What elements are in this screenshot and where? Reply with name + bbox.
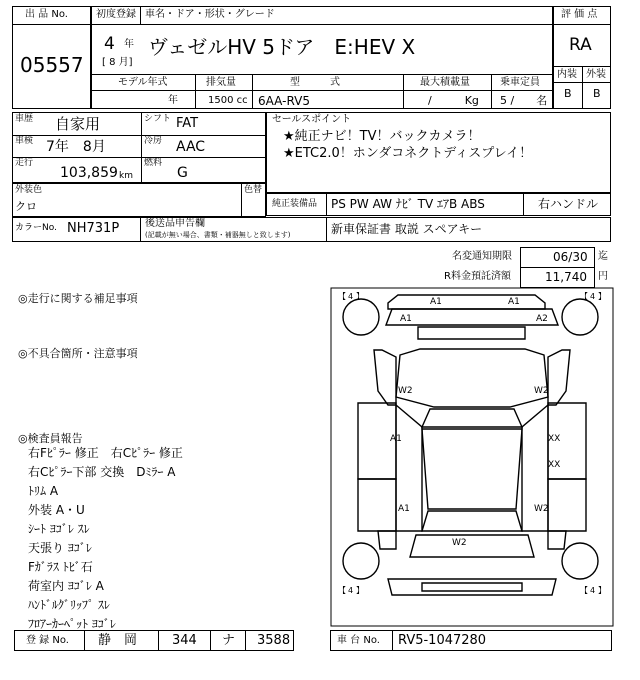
rear-hatch: [410, 535, 534, 557]
defects-label: ◎不具合箇所・注意事項: [18, 347, 138, 360]
recycle: 11,740: [545, 270, 587, 284]
left-rear-door: [358, 479, 396, 531]
front-tag-right-2: 】: [598, 292, 606, 301]
equipment: PS PW AW ﾅﾋﾞ TV ｴｱB ABS: [331, 197, 485, 211]
lot-no: 05557: [20, 53, 84, 77]
sales-point-label: セールスポイント: [272, 114, 352, 125]
inspection-label: 車検: [15, 136, 34, 146]
delivery-items: 新車保証書 取説 スペアキー: [331, 222, 483, 236]
color-no: NH731P: [67, 221, 120, 236]
wheel-rear-left: [343, 543, 379, 579]
equipment-label: 純正装備品: [272, 199, 318, 209]
fuel-label: 燃料: [144, 158, 163, 168]
type-label: 型 式: [290, 77, 340, 88]
year-unit: 年: [124, 39, 134, 50]
ext-color: クロ: [15, 200, 37, 213]
code-w2-left: W2: [398, 386, 413, 396]
windshield: [422, 409, 522, 427]
reg-no-label: 登 録 No.: [26, 635, 69, 646]
month: [ 8 月]: [102, 57, 133, 68]
exterior-score: B: [593, 87, 601, 100]
inspector-line: ﾊﾝﾄﾞﾙｸﾞﾘｯﾌﾟ ｽﾚ: [28, 598, 110, 612]
inspector-line: 荷室内 ﾖｺﾞﾚ A: [28, 579, 104, 593]
reg-kana: ナ: [222, 633, 236, 648]
score-label: 評 価 点: [561, 9, 598, 20]
sales-point-1: ★純正ナビ！TV！バックカメラ！: [283, 129, 481, 144]
inspector-line: ﾄﾘﾑ A: [28, 484, 59, 498]
vehicle-type: 6AA-RV5: [258, 94, 310, 108]
inspector-line: ﾌﾛｱｰｶｰﾍﾟｯﾄ ﾖｺﾞﾚ: [28, 617, 116, 631]
code-xx-right-front: XX: [548, 434, 561, 444]
shift-label: シフト: [144, 114, 172, 124]
ac-label: 冷房: [144, 136, 163, 146]
ext-color-label: 外装色: [15, 185, 43, 195]
front-tag-right: 】: [356, 292, 364, 301]
code-a1-left-front: A1: [390, 434, 402, 444]
inspector-line: Fｶﾞﾗｽ ﾄﾋﾞ石: [28, 560, 93, 574]
inspector-line: 右Fﾋﾟﾗｰ 修正 右Cﾋﾟﾗｰ 修正: [28, 446, 183, 460]
history: 自家用: [55, 115, 101, 133]
code-w2-right: W2: [534, 386, 549, 396]
right-front-fender: [548, 350, 570, 405]
deadline-label: 名変通知期限: [452, 251, 512, 262]
color-no-label: カラーNo.: [15, 223, 57, 233]
history-label: 車歴: [15, 114, 34, 124]
max-load: / Kg: [428, 94, 479, 107]
code-w2-right-rear: W2: [534, 504, 549, 514]
rear-tag: 4: [348, 586, 354, 595]
car-name: ヴェゼルHV 5ドア E:HEV X: [148, 35, 416, 59]
deadline: 06/30: [553, 250, 588, 264]
mileage-label: 走行: [15, 158, 34, 168]
code-w2-left-rear: W2: [452, 538, 467, 548]
right-rear-door: [548, 479, 586, 531]
ac: AAC: [176, 139, 206, 155]
rear-glass: [422, 511, 522, 531]
inspector-lines: [28, 447, 183, 637]
inspector-line: ｼｰﾄ ﾖｺﾞﾚ ｽﾚ: [28, 522, 90, 536]
mileage: 103,859: [60, 165, 118, 181]
capacity-label: 乗車定員: [500, 77, 540, 88]
name-label: 車名・ドア・形状・グレード: [145, 9, 275, 20]
wheel-front-left: [343, 299, 379, 335]
recycle-label: R料金預託済額: [444, 271, 511, 282]
mileage-unit: km: [119, 171, 133, 181]
year: 4: [104, 34, 115, 54]
reg-region: 静 岡: [98, 633, 138, 648]
delivery-label: 後送品申告欄: [145, 218, 205, 229]
reg-number: 3588: [257, 633, 291, 648]
inspector-line: 右Cﾋﾟﾗｰ下部 交換 Dﾐﾗｰ A: [28, 465, 176, 479]
delivery-note: (記載が無い場合、書類・補器無しと致します): [145, 231, 291, 239]
rear-tag-left-2: 【: [580, 586, 588, 595]
inspector-line: 天張り ﾖｺﾞﾚ: [28, 541, 92, 555]
interior-score: B: [564, 87, 572, 100]
wheel-front-right: [562, 299, 598, 335]
code-a1-bumper: A1: [400, 314, 412, 324]
reg-class: 344: [172, 633, 197, 648]
interior-label: 内装: [557, 69, 577, 80]
rear-tag-left: 【: [338, 586, 346, 595]
handle: 右ハンドル: [538, 197, 599, 211]
displacement-label: 排気量: [206, 77, 236, 88]
model-year-label: モデル年式: [118, 77, 168, 88]
left-rear-fender: [378, 531, 396, 549]
capacity: 5 / 名: [500, 94, 548, 107]
first-reg-label: 初度登録: [96, 9, 136, 20]
rear-tag-2: 4: [590, 586, 596, 595]
rear-bumper: [388, 579, 556, 595]
code-a1-top-right: A1: [508, 297, 520, 307]
right-rear-fender: [548, 531, 566, 549]
front-tag-left-2: 【: [580, 292, 588, 301]
lot-no-label: 出 品 No.: [25, 9, 68, 20]
code-a1-left-rear: A1: [398, 504, 410, 514]
score: RA: [569, 35, 592, 55]
max-load-label: 最大積載量: [420, 77, 470, 88]
chassis-no: RV5-1047280: [398, 633, 487, 648]
deadline-unit: 迄: [598, 251, 608, 262]
car-damage-diagram: [330, 287, 614, 627]
ext-color-box: [12, 183, 266, 217]
rear-tag-right: 】: [356, 586, 364, 595]
grille: [418, 327, 525, 339]
exterior-label: 外装: [586, 69, 606, 80]
rear-tag-right-2: 】: [598, 586, 606, 595]
chassis-label: 車 台 No.: [337, 635, 380, 646]
shift: FAT: [176, 116, 199, 131]
displacement: 1500 cc: [208, 95, 248, 106]
inspector-label: ◎検査員報告: [18, 432, 83, 445]
front-tag-left: 【: [338, 292, 346, 301]
roof: [422, 429, 522, 509]
inspection: 7年 8月: [46, 139, 106, 155]
front-hood-edge: [388, 295, 545, 309]
hood: [396, 349, 548, 407]
front-tag-2: 4: [590, 292, 596, 301]
rear-plate: [422, 583, 522, 591]
inspector-line: 外装 A・U: [28, 503, 85, 517]
code-a2-bumper: A2: [536, 314, 548, 324]
left-front-fender: [374, 350, 396, 405]
color-change-label: 色替: [244, 185, 263, 195]
model-year-unit: 年: [168, 95, 178, 106]
code-a1-top-left: A1: [430, 297, 442, 307]
front-tag: 4: [348, 292, 354, 301]
wheel-rear-right: [562, 543, 598, 579]
sales-point-2: ★ETC2.0！ホンダコネクトディスプレイ！: [283, 146, 533, 161]
driving-notes-label: ◎走行に関する補足事項: [18, 292, 138, 305]
recycle-unit: 円: [598, 271, 608, 282]
fuel: G: [177, 165, 188, 181]
code-xx-right-rear: XX: [548, 460, 561, 470]
